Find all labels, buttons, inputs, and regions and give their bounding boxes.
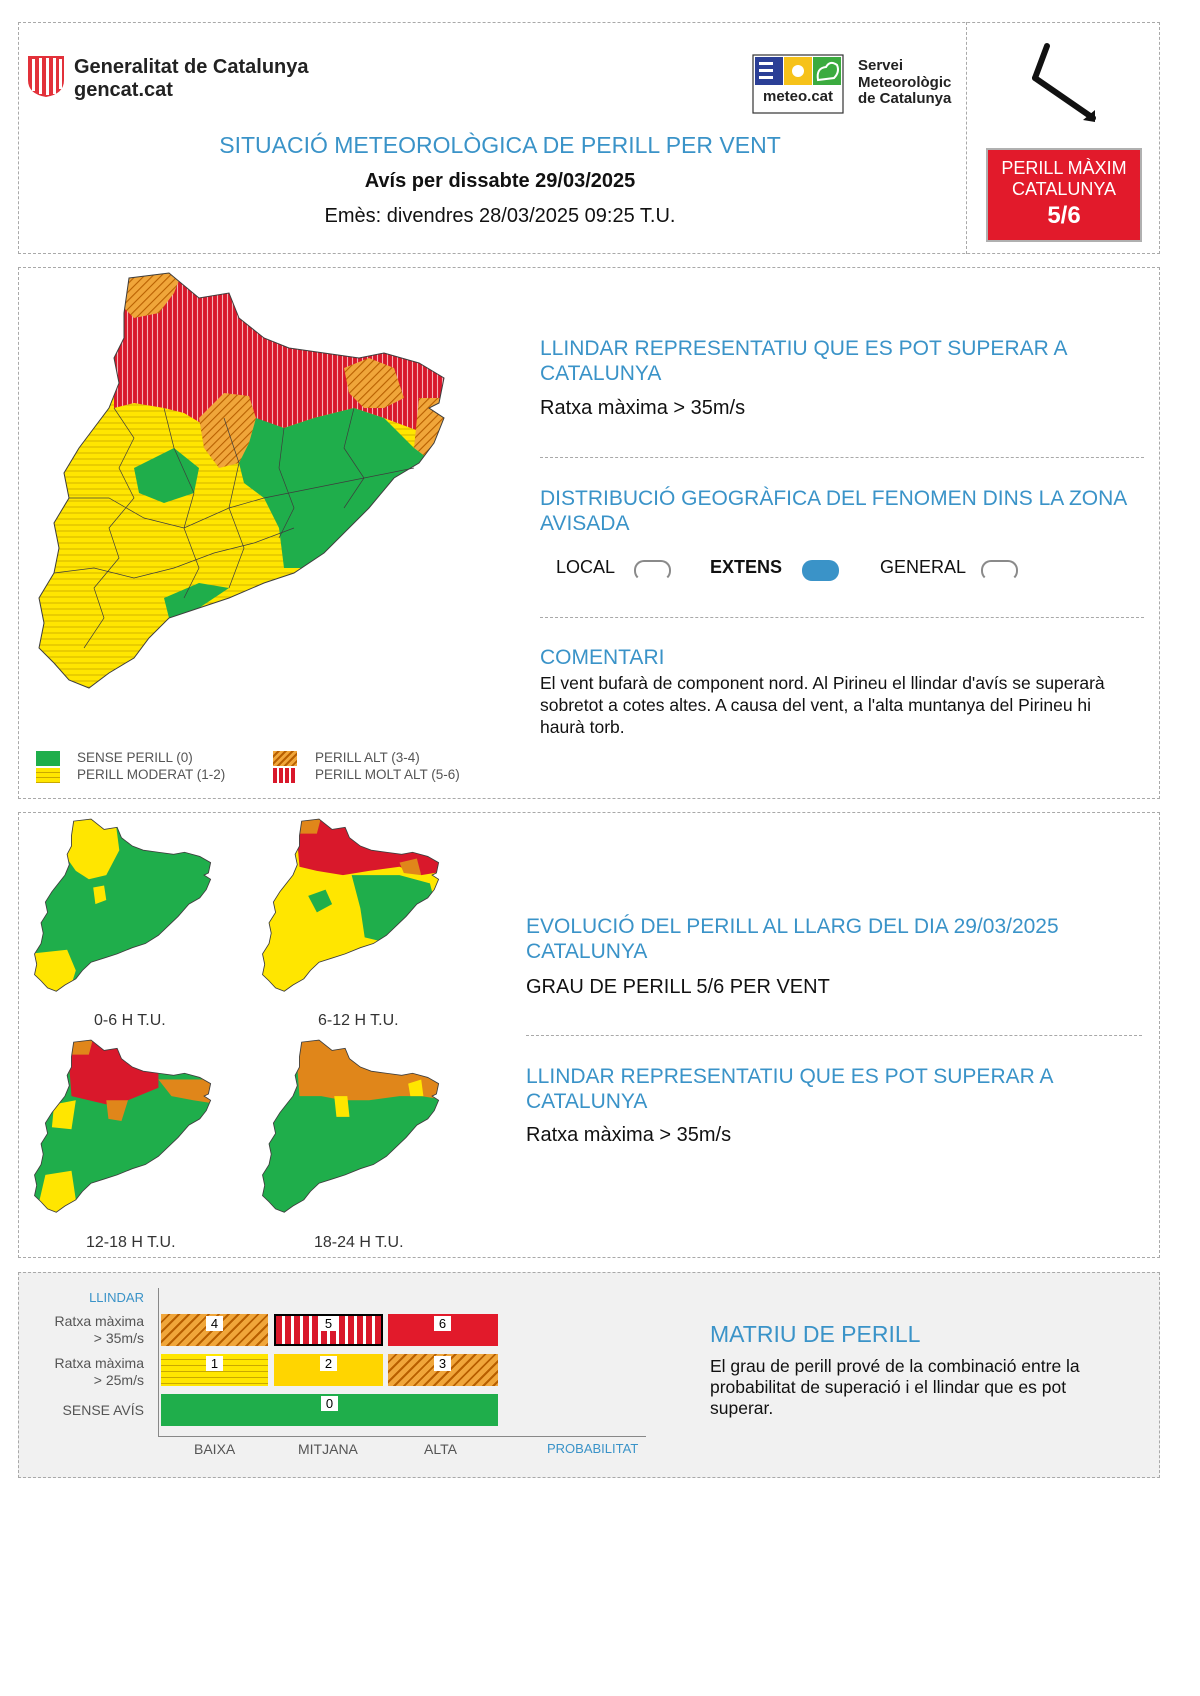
distribution-toggle-extens[interactable] xyxy=(802,560,839,581)
legend-label-safe: SENSE PERILL (0) xyxy=(77,750,193,765)
matrix-cell-6-label: 6 xyxy=(434,1316,451,1331)
evolution-map-6-12 xyxy=(256,817,456,1012)
matrix-cell-5-label: 5 xyxy=(320,1316,337,1331)
matrix-cell-1-label: 1 xyxy=(206,1356,223,1371)
meteocat-logo xyxy=(752,54,844,114)
matrix-cell-6 xyxy=(388,1314,498,1346)
matrix-axis-title: LLINDAR xyxy=(89,1290,144,1305)
service-line-2: Meteorològic xyxy=(858,74,952,91)
comment-text: El vent bufarà de component nord. Al Pirineu el llindar d'avís se superarà sobretot a cotes altes. A causa del vent, a l'alta muntanya del Pirineu hi haurà torb. xyxy=(540,673,1105,737)
matrix-cell-4-label: 4 xyxy=(206,1316,223,1331)
distribution-option-extens: EXTENS xyxy=(710,557,783,577)
threshold-heading: LLINDAR REPRESENTATIU QUE ES POT SUPERAR A CATALUNYA xyxy=(540,337,1067,385)
legend-swatch-high xyxy=(273,751,297,766)
service-line-1: Servei xyxy=(858,57,904,74)
matrix-x-label-low: BAIXA xyxy=(194,1441,236,1457)
matrix-cell-0-label: 0 xyxy=(321,1396,338,1411)
meteocat-logo-icon xyxy=(752,54,844,114)
distribution-option-local: LOCAL xyxy=(556,557,616,577)
wind-direction-arrow-icon xyxy=(1025,38,1105,128)
distribution-option-general: GENERAL xyxy=(880,557,967,577)
max-danger-label-2: CATALUNYA xyxy=(1011,179,1117,199)
section-divider xyxy=(526,1035,1142,1036)
evolution-period-4: 18-24 H T.U. xyxy=(314,1234,404,1251)
catalonia-map xyxy=(24,268,484,738)
matrix-cell-0 xyxy=(161,1394,498,1426)
max-danger-value: 5/6 xyxy=(1047,202,1081,229)
matrix-cell-3 xyxy=(388,1354,498,1386)
matrix-row-label-high-1: Ratxa màxima xyxy=(54,1313,144,1329)
threshold-value: Ratxa màxima > 35m/s xyxy=(540,397,746,419)
matrix-description: El grau de perill prové de la combinació entre la probabilitat de superació i el llindar que es pot superar. xyxy=(710,1356,1080,1418)
legend-label-moderate: PERILL MODERAT (1-2) xyxy=(77,767,226,782)
distribution-heading: DISTRIBUCIÓ GEOGRÀFICA DEL FENOMEN DINS LA ZONA AVISADA xyxy=(540,487,1127,535)
matrix-row-label-high-2: > 35m/s xyxy=(93,1330,144,1346)
evolution-map-18-24 xyxy=(256,1038,456,1233)
org-name: Generalitat de Catalunya xyxy=(74,56,309,78)
generalitat-logo-icon xyxy=(26,54,66,98)
evolution-threshold-heading: LLINDAR REPRESENTATIU QUE ES POT SUPERAR A CATALUNYA xyxy=(526,1065,1053,1113)
service-line-3: de Catalunya xyxy=(858,90,952,107)
matrix-cell-2-label: 2 xyxy=(320,1356,337,1371)
evolution-period-3: 12-18 H T.U. xyxy=(86,1234,176,1251)
section-divider xyxy=(540,617,1144,618)
header-divider xyxy=(966,22,967,254)
page-title: SITUACIÓ METEOROLÒGICA DE PERILL PER VENT xyxy=(219,132,781,158)
matrix-cell-3-label: 3 xyxy=(434,1356,451,1371)
legend-label-high: PERILL ALT (3-4) xyxy=(315,750,420,765)
max-danger-badge xyxy=(986,148,1142,242)
max-danger-label-1: PERILL MÀXIM xyxy=(1001,158,1127,178)
matrix-cell-1 xyxy=(161,1354,268,1386)
warning-date: Avís per dissabte 29/03/2025 xyxy=(364,170,636,192)
map-regions xyxy=(24,268,484,738)
org-url[interactable]: gencat.cat xyxy=(74,79,173,101)
section-divider xyxy=(540,457,1144,458)
legend-swatch-moderate xyxy=(36,768,60,783)
comment-heading: COMENTARI xyxy=(540,646,665,669)
evolution-period-1: 0-6 H T.U. xyxy=(94,1012,166,1029)
matrix-cell-2 xyxy=(274,1354,383,1386)
matrix-x-axis-title: PROBABILITAT xyxy=(547,1441,639,1456)
evolution-map-0-6 xyxy=(28,817,228,1012)
evolution-heading: EVOLUCIÓ DEL PERILL AL LLARG DEL DIA 29/03/2025 CATALUNYA xyxy=(526,915,1059,963)
matrix-cell-4 xyxy=(161,1314,268,1346)
evolution-period-2: 6-12 H T.U. xyxy=(318,1012,399,1029)
distribution-toggle-local[interactable] xyxy=(634,560,671,581)
legend-label-very-high: PERILL MOLT ALT (5-6) xyxy=(315,767,460,782)
matrix-heading: MATRIU DE PERILL xyxy=(710,1321,921,1347)
matrix-x-axis xyxy=(158,1436,646,1437)
legend-swatch-safe xyxy=(36,751,60,766)
evolution-grade: GRAU DE PERILL 5/6 PER VENT xyxy=(526,976,830,998)
matrix-x-label-high: ALTA xyxy=(424,1441,457,1457)
matrix-row-label-mid-2: > 25m/s xyxy=(93,1372,144,1388)
evolution-map-12-18 xyxy=(28,1038,228,1233)
matrix-cell-5 xyxy=(274,1314,383,1346)
meteocat-label[interactable]: meteo.cat xyxy=(762,88,834,105)
legend-swatch-very-high xyxy=(273,768,297,783)
matrix-row-label-mid-1: Ratxa màxima xyxy=(54,1355,144,1371)
evolution-threshold-value: Ratxa màxima > 35m/s xyxy=(526,1124,732,1146)
matrix-y-axis xyxy=(158,1288,159,1436)
matrix-x-label-mid: MITJANA xyxy=(298,1441,358,1457)
issued-date: Emès: divendres 28/03/2025 09:25 T.U. xyxy=(324,205,676,227)
matrix-row-label-none: SENSE AVÍS xyxy=(62,1402,144,1418)
distribution-toggle-general[interactable] xyxy=(981,560,1018,581)
